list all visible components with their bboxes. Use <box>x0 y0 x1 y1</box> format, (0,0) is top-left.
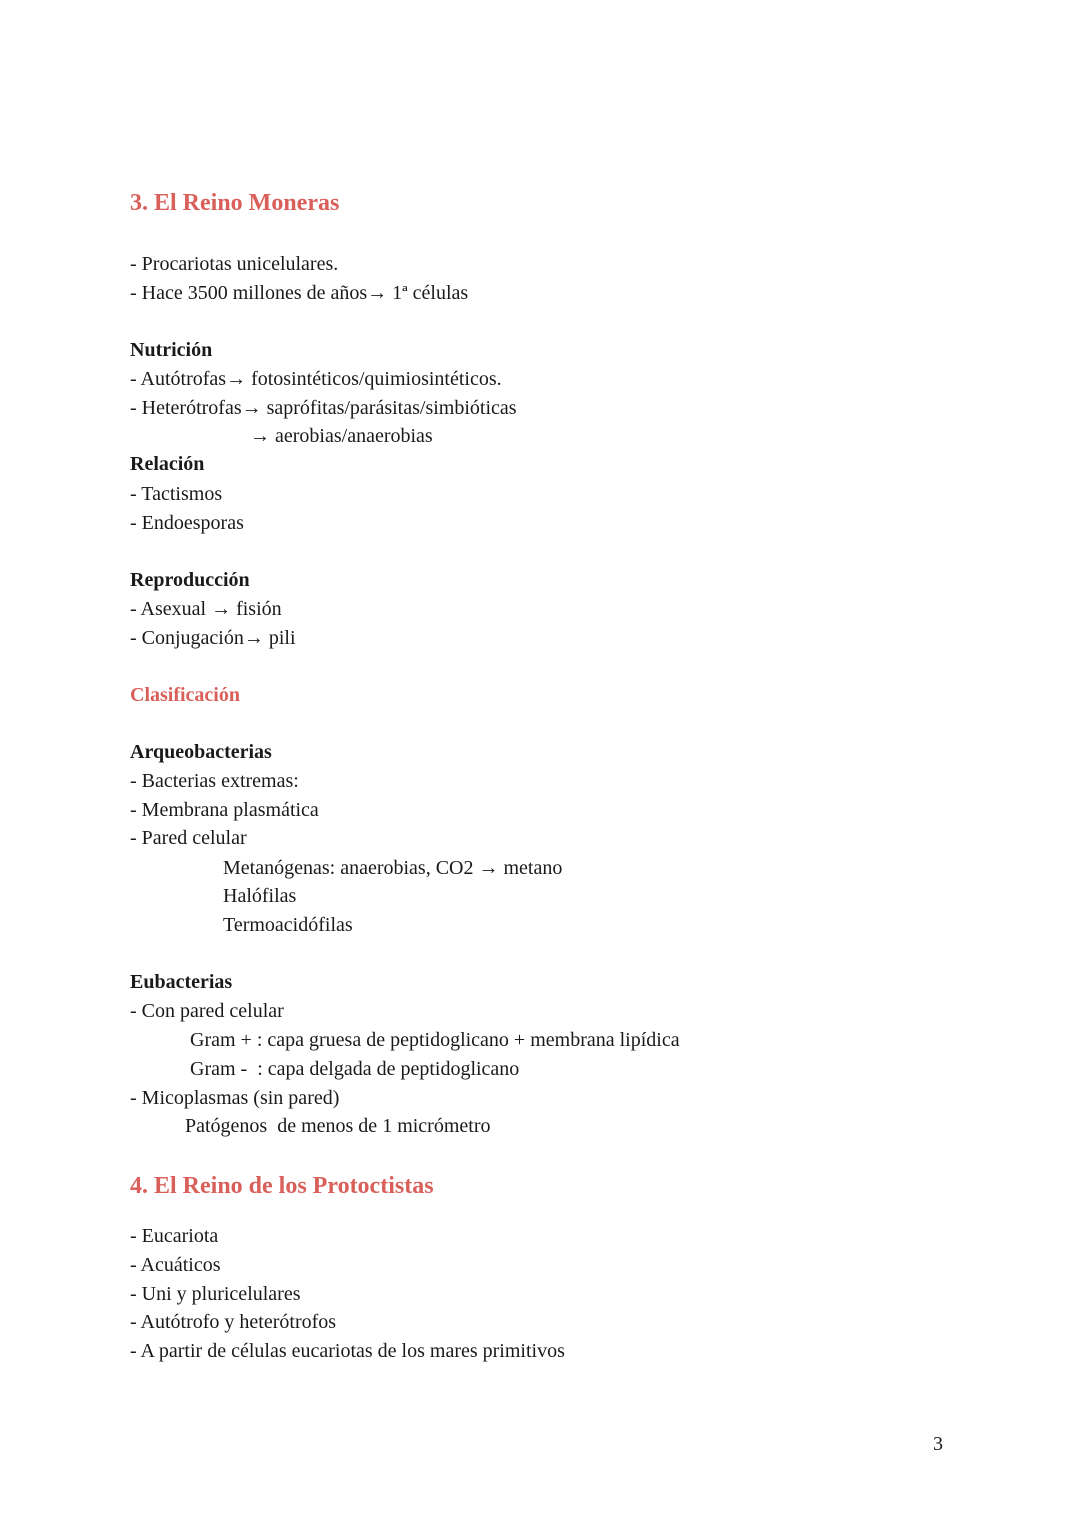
nutricion-line: - Heterótrofas→ saprófitas/parásitas/simbióticas <box>130 397 517 419</box>
eubacterias-heading: Eubacterias <box>130 971 233 993</box>
intro-line: - Procariotas unicelulares. <box>130 253 339 275</box>
nutricion-line: - Autótrofas→ fotosintéticos/quimiosintéticos. <box>130 368 502 390</box>
protoctistas-line: - Autótrofo y heterótrofos <box>130 1311 337 1333</box>
arqueobacterias-line: - Membrana plasmática <box>130 799 319 821</box>
nutricion-line: → aerobias/anaerobias <box>250 425 433 447</box>
section-4-title: 4. El Reino de los Protoctistas <box>130 1173 434 1199</box>
arqueobacterias-type: Termoacidófilas <box>223 914 353 936</box>
arqueobacterias-type: Halófilas <box>223 885 297 907</box>
arqueobacterias-line: - Pared celular <box>130 827 247 849</box>
relacion-line: - Tactismos <box>130 483 223 505</box>
reproduccion-line: - Asexual → fisión <box>130 598 282 620</box>
protoctistas-line: - Uni y pluricelulares <box>130 1283 301 1305</box>
arqueobacterias-heading: Arqueobacterias <box>130 741 272 763</box>
gram-line: Gram - : capa delgada de peptidoglicano <box>190 1058 520 1080</box>
arqueobacterias-line: - Bacterias extremas: <box>130 770 299 792</box>
gram-line: Gram + : capa gruesa de peptidoglicano + membrana lipídica <box>190 1029 680 1051</box>
eubacterias-line: - Con pared celular <box>130 1000 284 1022</box>
page-number: 3 <box>933 1433 943 1455</box>
protoctistas-line: - Acuáticos <box>130 1254 221 1276</box>
nutricion-heading: Nutrición <box>130 339 213 361</box>
intro-line: - Hace 3500 millones de años→ 1ª células <box>130 282 469 304</box>
clasificacion-heading: Clasificación <box>130 684 240 706</box>
protoctistas-line: - Eucariota <box>130 1225 219 1247</box>
section-3-title: 3. El Reino Moneras <box>130 190 340 216</box>
reproduccion-heading: Reproducción <box>130 569 250 591</box>
reproduccion-line: - Conjugación→ pili <box>130 627 296 649</box>
relacion-heading: Relación <box>130 453 205 475</box>
micoplasmas-detail: Patógenos de menos de 1 micrómetro <box>185 1115 491 1137</box>
protoctistas-line: - A partir de células eucariotas de los mares primitivos <box>130 1340 565 1362</box>
arqueobacterias-type: Metanógenas: anaerobias, CO2 → metano <box>223 857 563 879</box>
eubacterias-line: - Micoplasmas (sin pared) <box>130 1087 340 1109</box>
relacion-line: - Endoesporas <box>130 512 244 534</box>
